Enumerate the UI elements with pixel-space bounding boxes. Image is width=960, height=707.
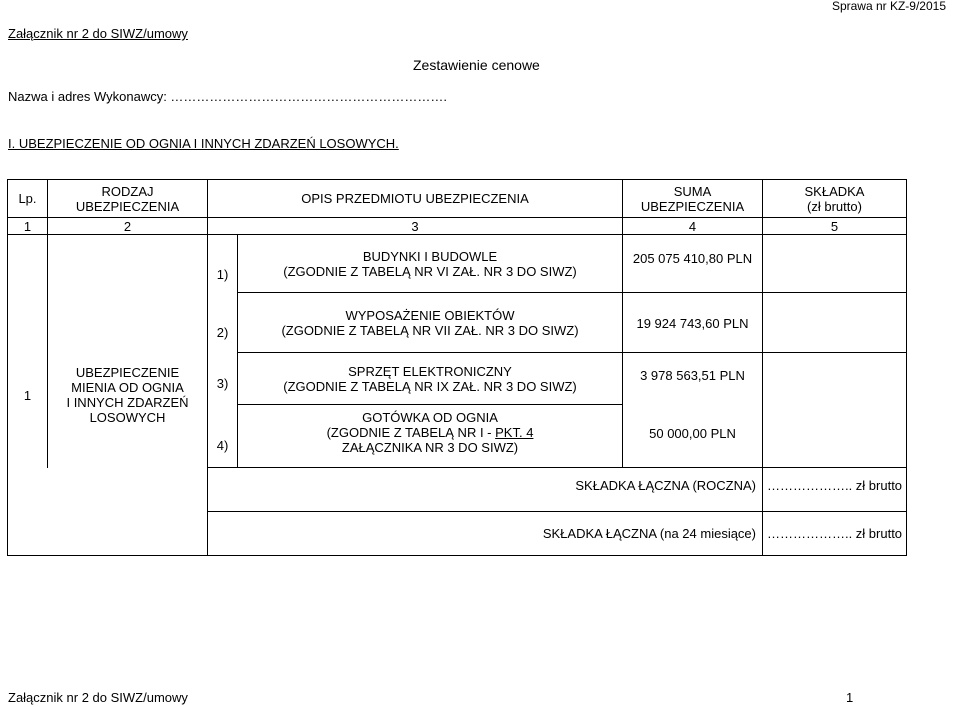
- item-sum: 19 924 743,60 PLN: [636, 315, 749, 331]
- total-24-months-value[interactable]: ……………….. zł brutto: [766, 526, 903, 541]
- col-number-3: 3: [411, 218, 419, 234]
- row-lp: 1: [23, 387, 32, 403]
- item-number: 2): [216, 324, 229, 340]
- col-number-1: 1: [23, 218, 32, 234]
- footer-page-number: 1: [846, 690, 854, 705]
- item-sum: 205 075 410,80 PLN: [632, 250, 753, 266]
- footer-attachment: Załącznik nr 2 do SIWZ/umowy: [8, 690, 188, 705]
- item-sum: 3 978 563,51 PLN: [640, 367, 745, 383]
- item-number: 4): [216, 437, 229, 453]
- header-type: RODZAJ UBEZPIECZENIA: [75, 183, 180, 214]
- header-sum: SUMA UBEZPIECZENIA: [640, 183, 745, 214]
- item-description: GOTÓWKA OD OGNIA (ZGODNIE Z TABELĄ NR I - PKT. 4 ZAŁĄCZNIKA NR 3 DO SIWZ): [326, 410, 534, 455]
- attachment-label: Załącznik nr 2 do SIWZ/umowy: [8, 26, 188, 41]
- item-sum: 50 000,00 PLN: [649, 425, 736, 441]
- col-number-5: 5: [830, 218, 839, 234]
- section-title: I. UBEZPIECZENIE OD OGNIA I INNYCH ZDARZEŃ LOSOWYCH.: [8, 136, 399, 151]
- total-annual-label: SKŁADKA ŁĄCZNA (ROCZNA): [575, 478, 756, 493]
- row-type: UBEZPIECZENIE MIENIA OD OGNIA I INNYCH ZDARZEŃ LOSOWYCH: [66, 365, 189, 425]
- item-number: 1): [216, 266, 229, 282]
- col-number-2: 2: [123, 218, 132, 234]
- item-number: 3): [216, 375, 229, 391]
- case-number: Sprawa nr KZ-9/2015: [831, 0, 946, 13]
- header-lp: Lp.: [18, 191, 37, 206]
- col-number-4: 4: [688, 218, 697, 234]
- total-annual-value[interactable]: ……………….. zł brutto: [766, 478, 903, 493]
- total-24-months-label: SKŁADKA ŁĄCZNA (na 24 miesiące): [542, 526, 756, 541]
- contractor-label: Nazwa i adres Wykonawcy: ……………………………………………………….: [8, 89, 448, 104]
- item-description: WYPOSAŻENIE OBIEKTÓW (ZGODNIE Z TABELĄ NR VII ZAŁ. NR 3 DO SIWZ): [281, 307, 579, 338]
- item-description: SPRZĘT ELEKTRONICZNY (ZGODNIE Z TABELĄ NR IX ZAŁ. NR 3 DO SIWZ): [283, 363, 577, 394]
- header-description: OPIS PRZEDMIOTU UBEZPIECZENIA: [301, 191, 529, 206]
- item-description: BUDYNKI I BUDOWLE (ZGODNIE Z TABELĄ NR VI ZAŁ. NR 3 DO SIWZ): [283, 248, 577, 279]
- page-title: Zestawienie cenowe: [413, 57, 540, 73]
- header-premium: SKŁADKA (zł brutto): [804, 183, 865, 214]
